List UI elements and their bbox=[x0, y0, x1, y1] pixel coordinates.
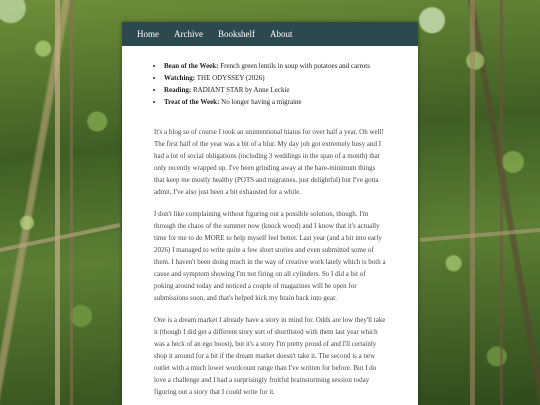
post-paragraph-3: One is a dream market I already have a story in mind for. Odds are low they'll take it (though I did get a different story sort of shortlisted with them last year which was a heck of an ego boost), but it's a story I'm pretty proud of and I'll certainly shop it around for a bit if the dream market doesn't take it. The second is a new outlet with a much lower wordcount range than I've written for before. But I do love a challenge and I had a surprisingly fruitful brainstorming session today figuring out a story that I could write for it. bbox=[154, 316, 386, 396]
nav-home[interactable]: Home bbox=[137, 29, 159, 39]
nav-about[interactable]: About bbox=[270, 29, 293, 39]
weekly-stats-list bbox=[154, 60, 386, 108]
post-content bbox=[122, 46, 418, 398]
post-paragraph-2: I don't like complaining without figuring out a possible solution, though. I'm through the chaos of the summer now (knock wood) and I know that it's actually time for me to do MORE to help myself feel better. Last year (and a bit into early 2026) I managed to write quite a few short stories and even submitted some of them. I haven't been doing much in the way of creative work lately which is both a cause and symptom showing I'm not firing on all cylinders. So I did a bit of poking around today and noticed a couple of magazines will be open for submissions soon, and that's helped kick my brain back into gear. bbox=[154, 210, 386, 302]
nav-archive[interactable]: Archive bbox=[174, 29, 203, 39]
nav-bookshelf[interactable]: Bookshelf bbox=[218, 29, 255, 39]
stat-reading: • Reading: RADIANT STAR by Anne Leckie bbox=[164, 84, 386, 96]
post-paragraph-1: It's a blog so of course I took an unintentional hiatus for over half a year. Oh well! The first half of the year was a bit of a blur. My day job got extremely busy and I had a lot of social obligations (including 3 weddings in the span of a month) that only recently wrapped up. I've been grinding away at the bare-minimum things that keep me mostly healthy (POTS and migraines, just delightful) but I've gotta admit, I've also just been a bit exhausted for a while. bbox=[154, 128, 384, 196]
top-nav bbox=[122, 22, 418, 46]
stat-treat: • Treat of the Week: No longer having a migraine bbox=[164, 96, 386, 108]
blog-panel bbox=[122, 22, 418, 405]
stat-bean: • Bean of the Week: French green lentils in soup with potatoes and carrots bbox=[164, 60, 386, 72]
stat-watching: • Watching: THE ODYSSEY (2026) bbox=[164, 72, 386, 84]
